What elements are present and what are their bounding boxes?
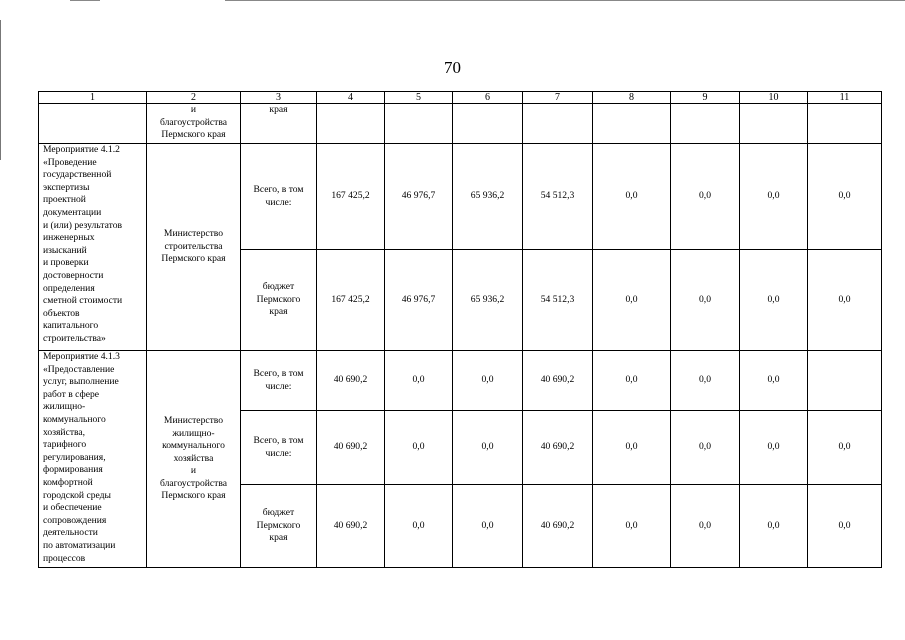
header-cell: 6: [453, 92, 523, 104]
value-cell: 40 690,2: [317, 411, 385, 485]
value-cell: 0,0: [671, 144, 740, 250]
value-cell: 46 976,7: [385, 144, 453, 250]
table-row-continuation: [39, 104, 882, 144]
value-cell: 167 425,2: [317, 250, 385, 351]
executor-cell: Министерство строительства Пермского края: [147, 144, 241, 351]
source-cell: бюджет Пермского края: [241, 250, 317, 351]
value-cell: 54 512,3: [523, 250, 593, 351]
value-cell: [671, 104, 740, 144]
value-cell: [523, 104, 593, 144]
source-cell: края: [241, 104, 317, 144]
table-header-row: [39, 92, 882, 104]
scan-edge-line: [70, 0, 100, 1]
budget-table: [38, 91, 882, 568]
value-cell: 40 690,2: [523, 411, 593, 485]
value-cell: [740, 104, 808, 144]
value-cell: 0,0: [740, 485, 808, 568]
header-cell: 7: [523, 92, 593, 104]
value-cell: 167 425,2: [317, 144, 385, 250]
value-cell: 0,0: [808, 250, 882, 351]
header-cell: 4: [317, 92, 385, 104]
value-cell: 0,0: [740, 250, 808, 351]
source-cell: Всего, в том числе:: [241, 411, 317, 485]
value-cell: 0,0: [593, 485, 671, 568]
event-name-cell: Мероприятие 4.1.3 «Предоставление услуг, выполнение работ в сфере жилищно- коммунального хозяйства, тарифного регулирования, формирования комфортной городской среды и обеспечение сопровождения деятельности по автоматизации процессов: [39, 351, 147, 568]
value-cell: 0,0: [593, 411, 671, 485]
value-cell: [593, 104, 671, 144]
executor-cell: и благоустройства Пермского края: [147, 104, 241, 144]
value-cell: 0,0: [385, 485, 453, 568]
table-row: [39, 144, 882, 250]
source-cell: бюджет Пермского края: [241, 485, 317, 568]
value-cell: 40 690,2: [523, 485, 593, 568]
table-row: [39, 351, 882, 411]
value-cell: 65 936,2: [453, 250, 523, 351]
page-number: 70: [444, 58, 461, 77]
value-cell: 0,0: [385, 411, 453, 485]
source-cell: Всего, в том числе:: [241, 144, 317, 250]
header-cell: 11: [808, 92, 882, 104]
header-cell: 5: [385, 92, 453, 104]
value-cell: 0,0: [671, 485, 740, 568]
value-cell: 0,0: [593, 351, 671, 411]
value-cell: 0,0: [740, 411, 808, 485]
header-cell: 10: [740, 92, 808, 104]
value-cell: 40 690,2: [523, 351, 593, 411]
value-cell: 0,0: [808, 144, 882, 250]
value-cell: 0,0: [671, 411, 740, 485]
value-cell: [808, 351, 882, 411]
value-cell: 65 936,2: [453, 144, 523, 250]
value-cell: 0,0: [453, 485, 523, 568]
value-cell: 46 976,7: [385, 250, 453, 351]
value-cell: [385, 104, 453, 144]
value-cell: 0,0: [671, 351, 740, 411]
value-cell: [453, 104, 523, 144]
value-cell: 40 690,2: [317, 351, 385, 411]
source-cell: Всего, в том числе:: [241, 351, 317, 411]
value-cell: 54 512,3: [523, 144, 593, 250]
scan-edge-line: [225, 0, 905, 1]
value-cell: 0,0: [740, 144, 808, 250]
value-cell: 0,0: [593, 250, 671, 351]
value-cell: 0,0: [593, 144, 671, 250]
value-cell: 0,0: [453, 351, 523, 411]
header-cell: 2: [147, 92, 241, 104]
scan-edge-mark: [0, 20, 1, 160]
header-cell: 3: [241, 92, 317, 104]
value-cell: 0,0: [808, 411, 882, 485]
event-name-cell: [39, 104, 147, 144]
value-cell: 0,0: [453, 411, 523, 485]
value-cell: [808, 104, 882, 144]
value-cell: 0,0: [671, 250, 740, 351]
event-name-cell: Мероприятие 4.1.2 «Проведение государственной экспертизы проектной документации и (или) результатов инженерных изысканий и проверки достоверности определения сметной стоимости объектов капитального строительства»: [39, 144, 147, 351]
value-cell: 0,0: [385, 351, 453, 411]
value-cell: 0,0: [808, 485, 882, 568]
executor-cell: Министерство жилищно- коммунального хозяйства и благоустройства Пермского края: [147, 351, 241, 568]
value-cell: 40 690,2: [317, 485, 385, 568]
header-cell: 9: [671, 92, 740, 104]
header-cell: 8: [593, 92, 671, 104]
value-cell: 0,0: [740, 351, 808, 411]
value-cell: [317, 104, 385, 144]
header-cell: 1: [39, 92, 147, 104]
